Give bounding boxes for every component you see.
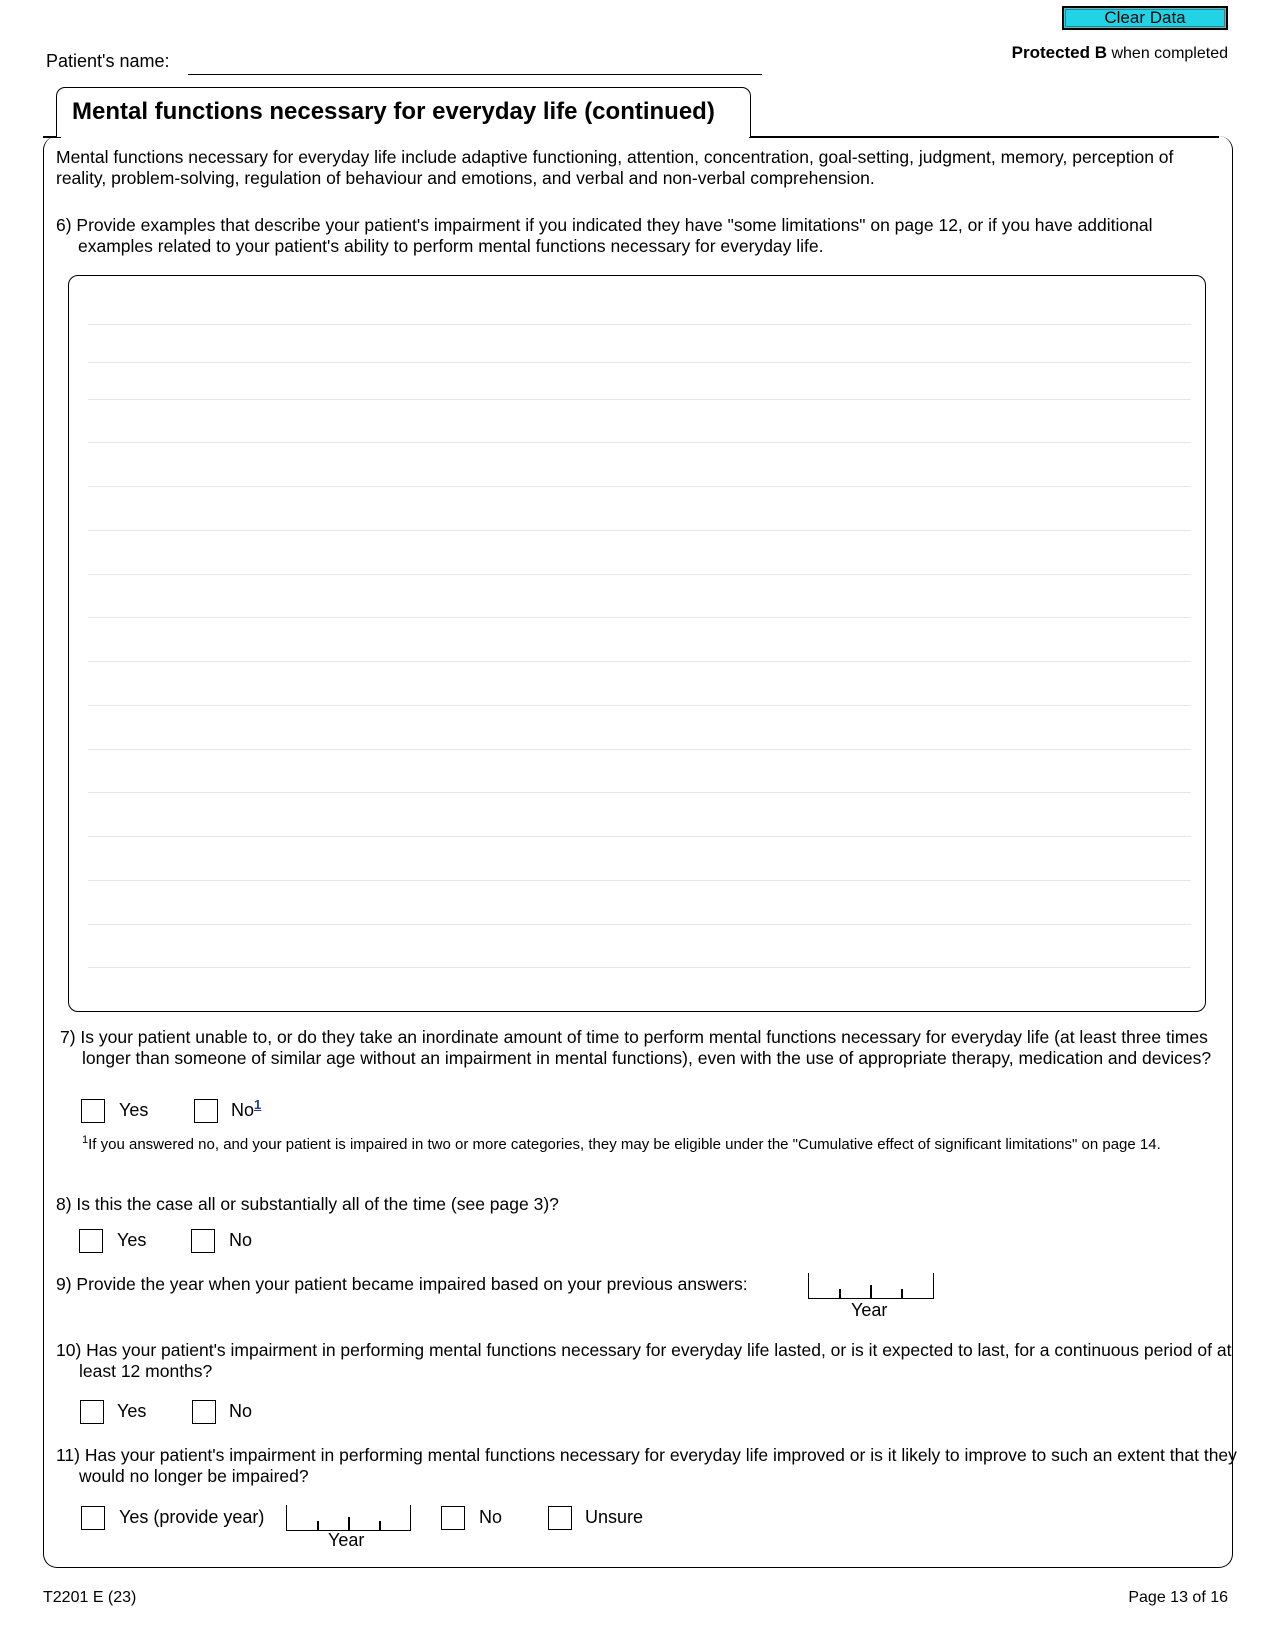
q7-no-checkbox[interactable]: [194, 1099, 218, 1123]
frame-top-right: [749, 136, 1219, 138]
q7-yes-checkbox[interactable]: [81, 1099, 105, 1123]
ruled-line: [88, 661, 1191, 662]
ruled-line: [88, 399, 1191, 400]
question-8: 8) Is this the case all or substantially all of the time (see page 3)?: [56, 1194, 559, 1214]
ruled-line: [88, 617, 1191, 618]
q11-year-label: Year: [328, 1530, 365, 1550]
ruled-line: [88, 924, 1191, 925]
section-title: Mental functions necessary for everyday life (continued): [72, 98, 715, 125]
q7-no-text: No: [231, 1100, 255, 1120]
patient-name-field[interactable]: [188, 50, 762, 75]
q11-unsure-label: Unsure: [585, 1507, 644, 1527]
question-9: 9) Provide the year when your patient became impaired based on your previous answers:: [56, 1274, 748, 1294]
ruled-line: [88, 486, 1191, 487]
q8-no-label: No: [229, 1230, 253, 1250]
ruled-line: [88, 530, 1191, 531]
q10-no-checkbox[interactable]: [192, 1400, 216, 1424]
protected-b-notice: [1012, 43, 1228, 63]
q6-answer-box[interactable]: [68, 275, 1206, 1012]
q11-yes-checkbox[interactable]: [81, 1506, 105, 1530]
q7-no-label: [231, 1099, 261, 1121]
q10-yes-label: Yes: [117, 1401, 147, 1421]
year-digit-divider: [870, 1285, 872, 1298]
footnote-1-link[interactable]: 1: [254, 1097, 262, 1112]
question-6: 6) Provide examples that describe your patient's impairment if you indicated they have "some limitations" on page 12, or if you have additional examples related to your patient's ability to perform mental functions necessary for everyday life.: [56, 215, 1153, 256]
clear-data-button[interactable]: Clear Data: [1062, 6, 1228, 30]
ruled-line: [88, 792, 1191, 793]
ruled-line: [88, 967, 1191, 968]
year-digit-divider: [379, 1521, 381, 1530]
page-number: Page 13 of 16: [1128, 1589, 1228, 1606]
ruled-line: [88, 324, 1191, 325]
q8-yes-label: Yes: [117, 1230, 147, 1250]
section-title-tab: [56, 87, 751, 137]
q10-no-label: No: [229, 1401, 253, 1421]
q11-yes-label: Yes (provide year): [119, 1507, 265, 1527]
question-7: 7) Is your patient unable to, or do they take an inordinate amount of time to perform mental functions necessary for everyday life (at least three times longer than someone of similar age without an impairment in mental functions), even with the use of appropriate therapy, medication and devices?: [60, 1027, 1212, 1068]
question-11: 11) Has your patient's impairment in performing mental functions necessary for everyday life improved or is it likely to improve to such an extent that they would no longer be impaired?: [56, 1445, 1237, 1486]
protected-b-label: Protected B: [1011, 43, 1108, 62]
ruled-line: [88, 749, 1191, 750]
year-digit-divider: [348, 1517, 350, 1530]
section-intro: Mental functions necessary for everyday life include adaptive functioning, attention, concentration, goal-setting, judgment, memory, perception of reality, problem-solving, regulation of behaviour and emotions, and verbal and non-verbal comprehension.: [56, 147, 1174, 188]
question-10: 10) Has your patient's impairment in performing mental functions necessary for everyday life lasted, or is it expected to last, for a continuous period of at least 12 months?: [56, 1340, 1232, 1381]
ruled-line: [88, 442, 1191, 443]
ruled-line: [88, 574, 1191, 575]
form-identifier: T2201 E (23): [43, 1589, 137, 1606]
ruled-line: [88, 362, 1191, 363]
year-digit-divider: [839, 1289, 841, 1298]
year-digit-divider: [317, 1521, 319, 1530]
q10-yes-checkbox[interactable]: [80, 1400, 104, 1424]
ruled-line: [88, 836, 1191, 837]
year-digit-divider: [901, 1289, 903, 1298]
q11-year-input[interactable]: [286, 1505, 411, 1531]
footnote-1-marker: 1: [82, 1134, 89, 1146]
q11-unsure-checkbox[interactable]: [548, 1506, 572, 1530]
footnote-1: [82, 1132, 1219, 1153]
q9-year-label: Year: [851, 1300, 888, 1320]
q9-year-input[interactable]: [808, 1273, 934, 1299]
q8-yes-checkbox[interactable]: [79, 1229, 103, 1253]
q11-no-label: No: [479, 1507, 503, 1527]
q7-yes-label: Yes: [119, 1100, 149, 1120]
ruled-line: [88, 705, 1191, 706]
protected-b-suffix: when completed: [1107, 45, 1228, 62]
ruled-line: [88, 880, 1191, 881]
q8-no-checkbox[interactable]: [191, 1229, 215, 1253]
patient-name-label: Patient's name:: [46, 51, 170, 71]
q11-no-checkbox[interactable]: [441, 1506, 465, 1530]
footnote-1-text: If you answered no, and your patient is impaired in two or more categories, they may be eligible under the "Cumulative effect of significant limitations" on page 14.: [88, 1136, 1161, 1153]
